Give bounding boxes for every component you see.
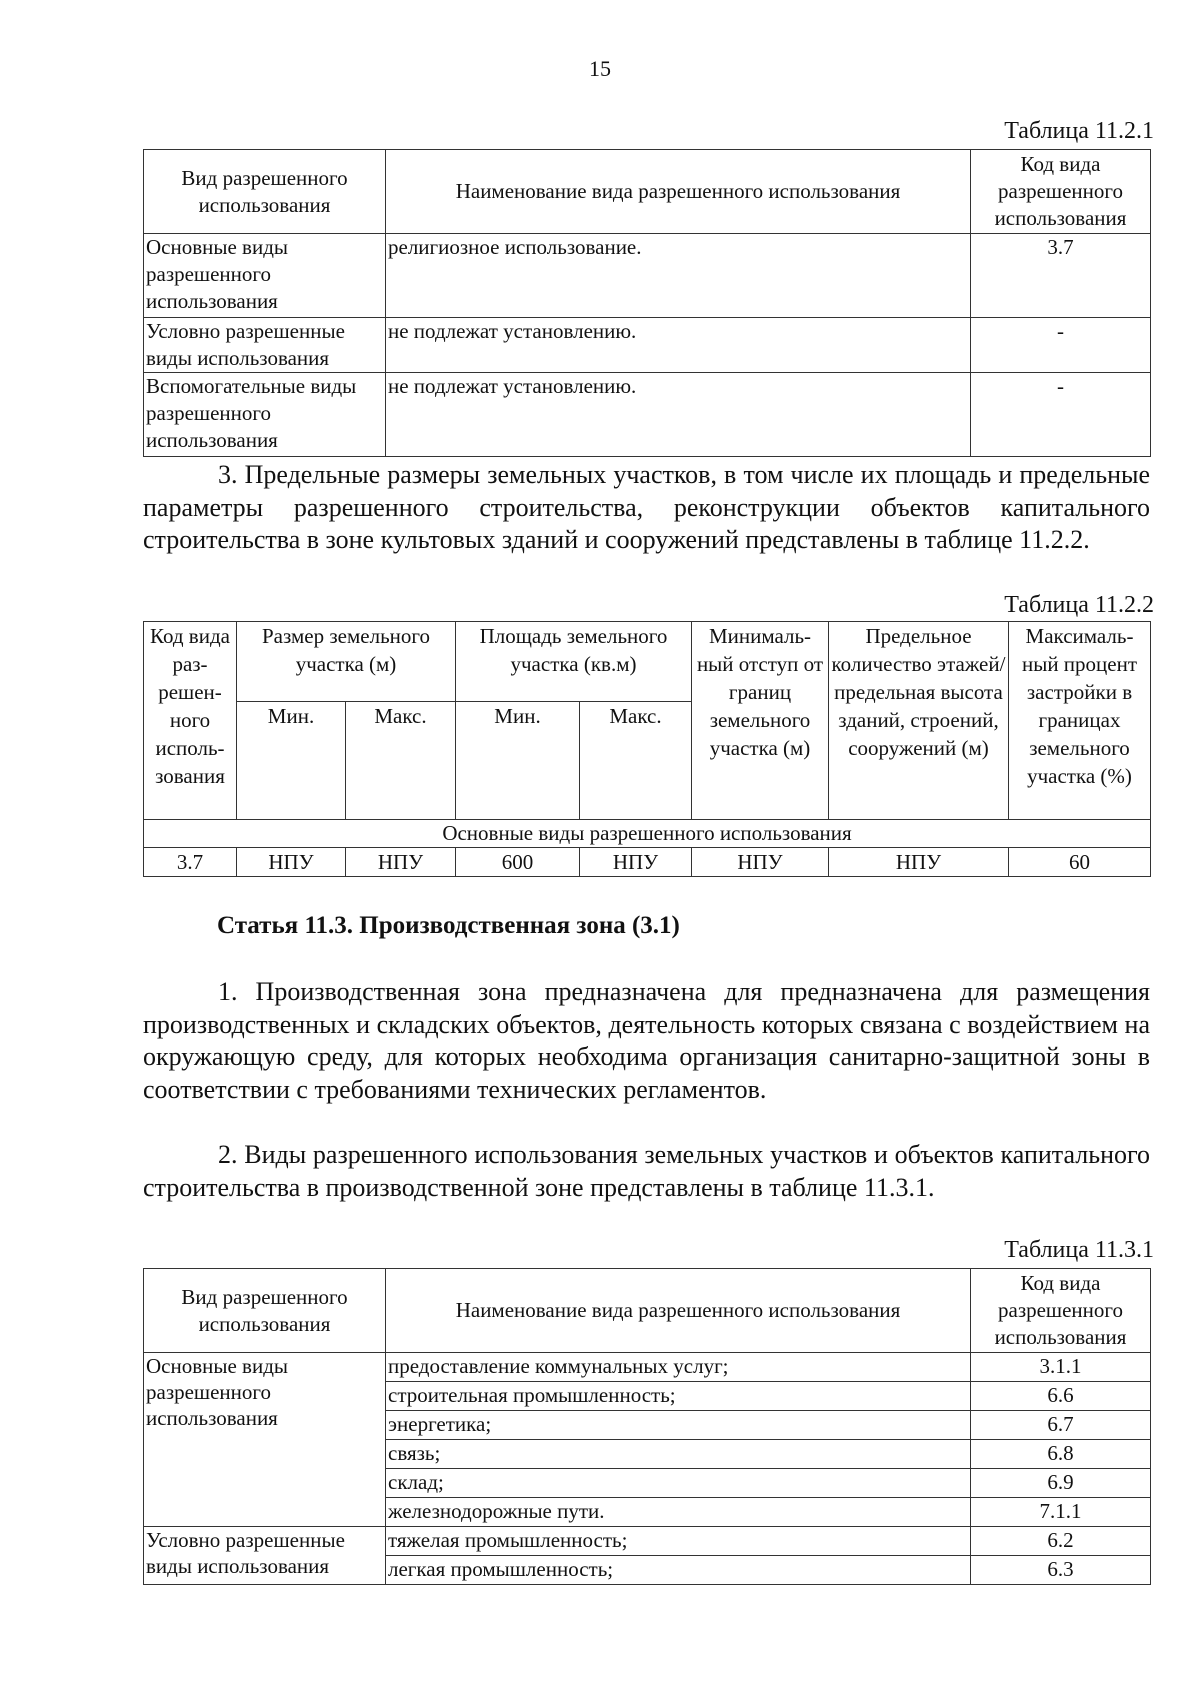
table-row (144, 318, 1151, 373)
code-cell: 6.3 (971, 1556, 1151, 1585)
article-heading: Статья 11.3. Производственная зона (3.1) (217, 912, 680, 939)
table-row (144, 1353, 1151, 1382)
cell: 600 (456, 848, 580, 877)
code-cell: 6.6 (971, 1382, 1151, 1411)
code-cell: - (971, 318, 1151, 373)
group-conditional: Условно разрешенные виды использования (144, 1527, 386, 1585)
header-code: Код вида раз-решен-ного исполь-зования (144, 622, 237, 820)
table-11-2-2 (143, 621, 1151, 877)
header-area-min: Мин. (456, 702, 580, 820)
table-caption-11-2-1: Таблица 11.2.1 (1004, 118, 1154, 144)
code-cell: 6.7 (971, 1411, 1151, 1440)
paragraph-a1: 1. Производственная зона предназначена для предназначена для размещения производственных и складских объектов, деятельность которых связана с воздействием на окружающую среду, для которых необходима организация санитарно-защитной зоны в соответствии с требованиями технических регламентов. (143, 977, 1150, 1104)
code-cell: 6.8 (971, 1440, 1151, 1469)
name-cell: связь; (386, 1440, 971, 1469)
table-caption-11-3-1: Таблица 11.3.1 (1004, 1237, 1154, 1263)
header-percent: Максималь-ный процент застройки в границах земельного участка (%) (1009, 622, 1151, 820)
name-cell: железнодорожные пути. (386, 1498, 971, 1527)
section-row: Основные виды разрешенного использования (144, 820, 1151, 848)
table-11-3-1 (143, 1268, 1151, 1585)
table-row (144, 234, 1151, 318)
name-cell: тяжелая промышленность; (386, 1527, 971, 1556)
header-size-min: Мин. (237, 702, 346, 820)
name-cell: легкая промышленность; (386, 1556, 971, 1585)
type-cell: Условно разрешенные виды использования (144, 318, 386, 373)
name-cell: не подлежат установлению. (386, 373, 971, 457)
header-setback: Минималь-ный отступ от границ земельного участка (м) (692, 622, 829, 820)
header-cell: Наименование вида разрешенного использования (386, 150, 971, 234)
header-area-max: Макс. (580, 702, 692, 820)
header-cell: Код вида разрешенного использования (971, 150, 1151, 234)
page-number: 15 (589, 56, 611, 81)
header-area: Площадь земельного участка (кв.м) (456, 622, 692, 702)
group-main: Основные виды разрешенного использования (144, 1353, 386, 1527)
code-cell: 7.1.1 (971, 1498, 1151, 1527)
table-11-2-1 (143, 149, 1151, 457)
header-size-max: Макс. (346, 702, 456, 820)
cell: НПУ (237, 848, 346, 877)
header-cell: Код вида разрешенного использования (971, 1269, 1151, 1353)
name-cell: строительная промышленность; (386, 1382, 971, 1411)
name-cell: религиозное использование. (386, 234, 971, 318)
cell: 3.7 (144, 848, 237, 877)
header-size: Размер земельного участка (м) (237, 622, 456, 702)
table-row (144, 373, 1151, 457)
name-cell: не подлежат установлению. (386, 318, 971, 373)
header-cell: Наименование вида разрешенного использования (386, 1269, 971, 1353)
code-cell: 3.7 (971, 234, 1151, 318)
cell: НПУ (580, 848, 692, 877)
name-cell: энергетика; (386, 1411, 971, 1440)
cell: НПУ (346, 848, 456, 877)
code-cell: 6.2 (971, 1527, 1151, 1556)
name-cell: предоставление коммунальных услуг; (386, 1353, 971, 1382)
cell: НПУ (692, 848, 829, 877)
code-cell: 6.9 (971, 1469, 1151, 1498)
type-cell: Основные виды разрешенного использования (144, 234, 386, 318)
table-row (144, 848, 1151, 877)
cell: 60 (1009, 848, 1151, 877)
code-cell: 3.1.1 (971, 1353, 1151, 1382)
header-cell: Вид разрешенного использования (144, 150, 386, 234)
type-cell: Вспомогательные виды разрешенного использования (144, 373, 386, 457)
paragraph-a2: 2. Виды разрешенного использования земельных участков и объектов капитального строительства в производственной зоне представлены в таблице 11.3.1. (143, 1140, 1150, 1202)
paragraph-3: 3. Предельные размеры земельных участков, в том числе их площадь и предельные параметры разрешенного строительства, реконструкции объектов капитального строительства в зоне культовых зданий и сооружений представлены в таблице 11.2.2. (143, 460, 1150, 554)
table-row (144, 1527, 1151, 1556)
header-floors: Предельное количество этажей/ предельная высота зданий, строений, сооружений (м) (829, 622, 1009, 820)
name-cell: склад; (386, 1469, 971, 1498)
cell: НПУ (829, 848, 1009, 877)
table-caption-11-2-2: Таблица 11.2.2 (1004, 592, 1154, 618)
header-cell: Вид разрешенного использования (144, 1269, 386, 1353)
code-cell: - (971, 373, 1151, 457)
